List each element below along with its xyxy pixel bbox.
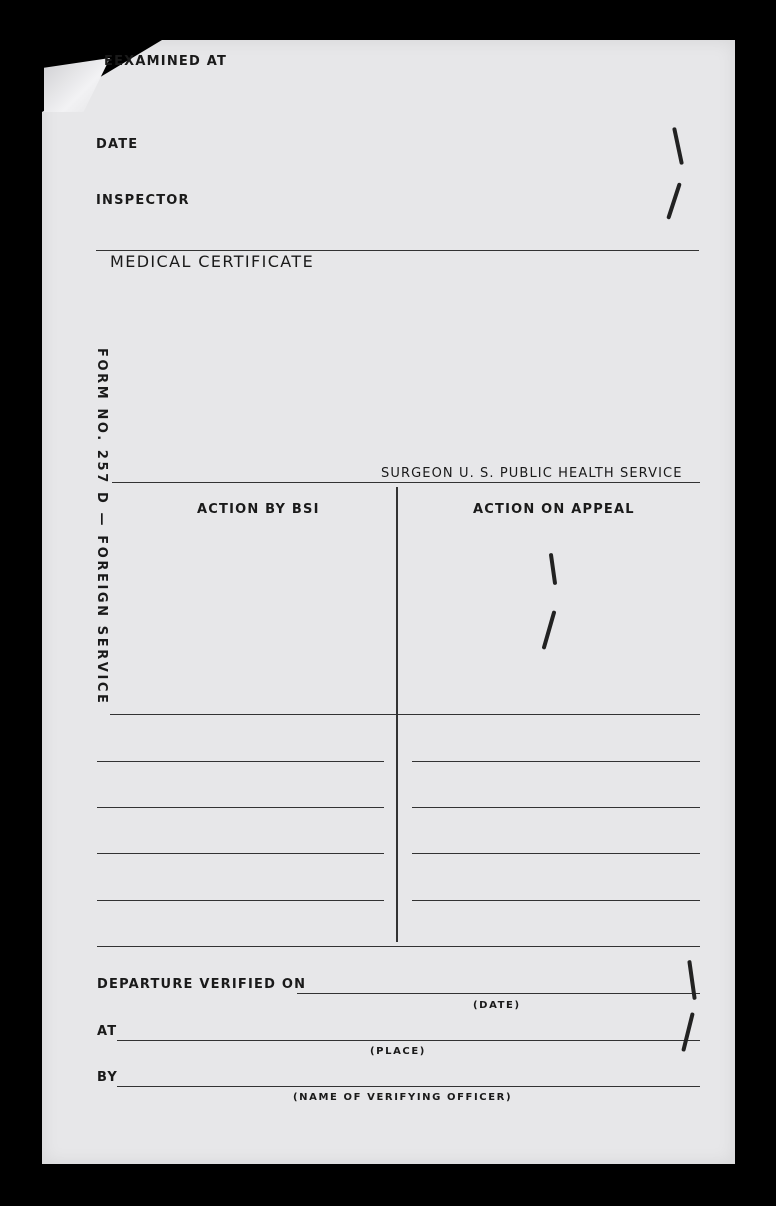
header-divider (96, 250, 699, 251)
departure-date-line (297, 993, 700, 994)
inspector-label: INSPECTOR (96, 193, 190, 208)
action-on-appeal-heading: ACTION ON APPEAL (473, 502, 635, 517)
bsi-line-1 (97, 761, 384, 762)
surgeon-signature-line (112, 482, 700, 483)
bsi-line-4 (97, 900, 384, 901)
place-line (117, 1040, 700, 1041)
appeal-line-4 (412, 900, 700, 901)
form-paper (42, 40, 735, 1164)
departure-verified-label: DEPARTURE VERIFIED ON (97, 977, 307, 992)
officer-line (117, 1086, 700, 1087)
action-bottom-rule (97, 946, 700, 947)
certificate-title: MEDICAL CERTIFICATE (110, 252, 315, 271)
date-label: DATE (96, 137, 139, 152)
at-label: AT (97, 1024, 118, 1039)
appeal-line-2 (412, 807, 700, 808)
officer-caption: (NAME OF VERIFYING OFFICER) (293, 1092, 513, 1103)
action-by-bsi-heading: ACTION BY BSI (197, 502, 320, 517)
reexamined-at-label: EEXAMINED AT (104, 54, 228, 69)
bsi-line-3 (97, 853, 384, 854)
bsi-line-2 (97, 807, 384, 808)
appeal-line-1 (412, 761, 700, 762)
action-rule-1 (110, 714, 700, 715)
form-number-side-label: FORM NO. 257 D — FOREIGN SERVICE (94, 348, 109, 706)
surgeon-signature-label: SURGEON U. S. PUBLIC HEALTH SERVICE (381, 466, 683, 481)
by-label: BY (97, 1070, 119, 1085)
date-caption: (DATE) (473, 1000, 521, 1011)
appeal-line-3 (412, 853, 700, 854)
place-caption: (PLACE) (370, 1046, 426, 1057)
